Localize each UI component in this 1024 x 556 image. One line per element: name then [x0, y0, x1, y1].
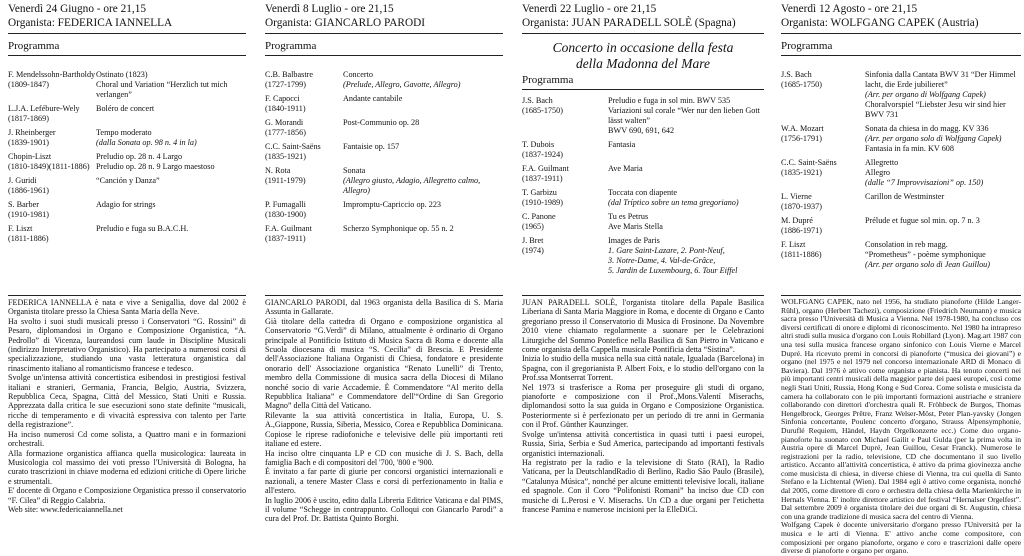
piece [608, 164, 764, 184]
piece [96, 70, 246, 100]
piece-line: Preludio e fuga su B.A.C.H. [96, 224, 189, 233]
composer [522, 140, 608, 160]
composer-dates: (1910-1989) [522, 198, 563, 207]
composer-dates: (1911-1979) [265, 176, 306, 185]
piece-line: “Canción y Danza” [96, 176, 160, 185]
program-entry [8, 224, 246, 244]
piece-line: Sonata da chiesa in do magg. KV 336 [865, 124, 989, 133]
composer-name: F. Capocci [265, 94, 300, 103]
composer-name: S. Barber [8, 200, 39, 209]
program-entry [522, 188, 764, 208]
bio-paragraph: Web site: www.federicaiannella.net [8, 504, 123, 514]
organist-name: Organista: WOLFGANG CAPEK (Austria) [781, 17, 979, 29]
piece-line: “Prometheus” - poème symphonique [865, 250, 986, 259]
piece-line: Tempo moderato [96, 128, 152, 137]
bio-paragraph: Ha svolto i suoi studi musicali presso i Conservatori “G. Rossini” di Pesaro, diplomandosi in Organo e Composizione Organistica, “A. Pedrollo” di Vicenza, laureandosi cum laude in Discipline Musicali (indirizzo Interpretativo Organistico). Ha partecipato a numerosi corsi di specializzazione, studiando una vasta letteratura organistica dal rinascimento italiano al romanticismo francese e tedesco. [8, 316, 246, 373]
composer [8, 70, 96, 100]
piece [96, 128, 246, 148]
piece-line: Post-Communio op. 28 [343, 118, 420, 127]
composer [781, 158, 865, 188]
composer-dates: (1811-1886) [781, 250, 822, 259]
concert-date: Venerdì 24 Giugno - ore 21,15 [8, 3, 147, 15]
composer-name: Chopin-Liszt [8, 152, 52, 161]
bio-paragraph: WOLFGANG CAPEK, nato nel 1956, ha studiato pianoforte (Hilde Langer-Rühl), organo (Herbert Tachezi), composizione (Friedrich Neumann) e musica sacra presso l'Università di Musica a Vienna. Nel 1978-1980, ha concluso cos diversi certificati di onore e diplomi di riconoscimento. Nel 1980 ha intrapreso altri studi sulla musica d'organo con Louis Robillard (Lyon). Mag.art 1987 con una tesi sulla musica francese organo sinfonico con Louis Vierne e Marcel Dupré. Ha ricevuto premi in concorsi di pianoforte (“musica dei giovani”) e organo (nel 1975 e nel 1979 nel concorso internazionale ARD di Monaco di Baviera). Dal 1976 è attivo come organista e pianista. Ha tenuto concerti nei più importanti centri musicali della maggior parte dei paesi europei, così come negli Stati Uniti, Russia, Hong Kong e Sud Corea. Come solista e musicista da camera ha collaborato con le più importanti formazioni austriache e straniere collaborando con direttori d'orchestra quali R. Fröhbeck de Burgos, Thomas Hengelbrock, Georges Prêtre, Franz Welser-Möst, Peter Plan-yavsky (Jongen Sinfonia concertante, Poulenc concerto d'organo, Strauss Alpensymphonie, Duruflé Requiem, Händel, Haydn Orgelkonzerte ecc.) Come duo organo-pianoforte ha suonato con Michael Gailit e Paul Gulda (per la prima volta in Austria opere di Marcel Dupré, Jean Guillou, Cesar Franck). Numerose le registrazioni per la radio, televisione, CD che documentano il suo livello artistico. Accanto all'attività concertistica, è attivo da prima giovinezza anche come musicista di chiesa, in diverse chiese di Vienna, tra cui quella di Santo Stefano e la Lichtental (Wien). Dal 1984 egli è attivo come organista, nonché dal 2005, come direttore di coro e orchestra della chiesa della Marienkirche in Hernals Vienna. E' inoltre direttore artistico del festival “Hernalser Orgelfest”. Dal settembre 2009 è organista titolare dei due organi di St. Augustin, chiesa con una grande tradizione di musica sacra del centro di Vienna. [781, 297, 1021, 521]
program-entry [522, 236, 764, 276]
composer [8, 104, 96, 124]
composer-name: L.J.A. Lefébure-Wely [8, 104, 80, 113]
composer-name: W.A. Mozart [781, 124, 824, 133]
piece-line: (Arr. per organo solo di Jean Guillou) [865, 260, 991, 269]
composer [522, 164, 608, 184]
programma-heading: Programma [8, 40, 60, 52]
composer-name: P. Fumagalli [265, 200, 306, 209]
program-entry [8, 70, 246, 100]
piece-line: Concerto [343, 70, 374, 79]
piece-line: Boléro de concert [96, 104, 155, 113]
divider [8, 55, 246, 56]
composer-name: F.A. Guilmant [522, 164, 569, 173]
composer-name: J. Bret [522, 236, 544, 245]
biography [8, 295, 246, 514]
composer-name: T. Dubois [522, 140, 555, 149]
composer [8, 128, 96, 148]
program-entry [781, 158, 1021, 188]
piece [865, 158, 1021, 188]
composer [781, 192, 865, 212]
concert-date: Venerdì 8 Luglio - ore 21,15 [265, 3, 394, 15]
composer-dates: (1974) [522, 246, 544, 255]
piece [96, 104, 246, 124]
column-header [522, 0, 764, 34]
piece-line: Choralvorspiel “Liebster Jesu wir sind hier BWV 731 [865, 100, 1006, 119]
composer [781, 70, 865, 120]
piece-line: Toccata con diapente [608, 188, 677, 197]
program-entry [522, 212, 764, 232]
composer-name: M. Dupré [781, 216, 813, 225]
piece [96, 152, 246, 172]
composer-dates: (1756-1791) [781, 134, 822, 143]
piece-line: Consolation in reb magg. [865, 240, 948, 249]
piece-line: (Arr. per organo solo di Wolfgang Capek) [865, 134, 1002, 143]
bio-paragraph: GIANCARLO PARODI, dal 1963 organista della Basilica di S. Maria Assunta in Gallarate. [265, 298, 503, 317]
program-entry [265, 224, 503, 244]
bio-paragraph: Ha registrato per la radio e la televisione di Stato (RAI), la Radio Vaticana, per la DeutschlandRadio di Berlino, Radio São Paulo (Brasile), “Catalunya Música”, nonché per alcune emittenti televisive locali, italiane ed spagnole. Con il Coro “Polifonisti Romani” ha inciso due CD con musiche di L.Perosi e V. Miserachs. Un CD a due organi per l'etichetta francese Pamina e numerose incisioni per la ElleDiCi. [522, 457, 764, 514]
divider [265, 55, 503, 56]
composer [265, 166, 343, 196]
concert-column-2 [265, 0, 503, 544]
piece-line: Impromptu-Capriccio op. 223 [343, 200, 442, 209]
program-entry [781, 124, 1021, 154]
biography [781, 295, 1021, 556]
piece [96, 200, 246, 220]
bio-paragraph: Svolge un'intensa attività concertistica in quasi tutti i paesi europei, Russia, Siria, Serbia e Sud America, partecipando ad importanti festivals organistici internazionali. [522, 429, 764, 458]
bio-paragraph: Già titolare della cattedra di Organo e composizione organistica al Conservatorio “G.Verdi” di Milano, attualmente è ordinario di Organo principale al Pontificio Istituto di Musica Sacra di Roma e docente alla Scuola diocesana di musica “S. Cecilia” di Brescia. E Presidente dell'Associazione Italiana Organisti di Chiesa, fondatore e presidente onorario dell' Associazione organistica “Renato Lunelli” di Trento, membro della Commissione di musica sacra della Diocesi di Milano nonché socio di varie Accademie. È Commendatore “Al merito della Repubblica Italiana” e Commendatore dell'“Ordine di San Gregorio Magno” della Città del Vaticano. [265, 316, 503, 411]
piece-line: Fantasia in fa min. KV 608 [865, 144, 954, 153]
program-entry [265, 142, 503, 162]
composer [265, 200, 343, 220]
piece-line: Images de Paris [608, 236, 660, 245]
concert-title-line: della Madonna del Mare [575, 56, 711, 71]
composer-name: L. Vierne [781, 192, 812, 201]
composer [265, 118, 343, 138]
program-entry [265, 94, 503, 114]
piece-line: Tu es Petrus [608, 212, 649, 221]
composer-dates: (1777-1856) [265, 128, 306, 137]
programma-heading: Programma [265, 40, 317, 52]
program-list [265, 70, 503, 248]
bio-paragraph: Ha inciso oltre cinquanta LP e CD con musiche di J. S. Bach, della famiglia Bach e di compositori del '700, '800 e '900. [265, 448, 503, 467]
divider [522, 89, 764, 90]
bio-paragraph: In luglio 2006 è uscito, edito dalla Libreria Editrice Vaticana e dal PIMS, il volume “Schegge in contrappunto. Colloqui con Giancarlo Parodi” a cura del Prof. Dr. Battista Quinto Borghi. [265, 495, 503, 524]
piece-line: Ostinato (1823) [96, 70, 148, 79]
program-entry [265, 118, 503, 138]
biography [265, 295, 503, 524]
composer [522, 188, 608, 208]
composer-name: F. Liszt [8, 224, 33, 233]
composer-dates: (1811-1886) [8, 234, 49, 243]
piece-line: Sonata [343, 166, 366, 175]
concert-column-3 [522, 0, 764, 544]
composer-name: T. Garbizu [522, 188, 557, 197]
concert-date: Venerdì 22 Luglio - ore 21,15 [522, 3, 657, 15]
composer-dates: (1830-1900) [265, 210, 306, 219]
piece [343, 166, 503, 196]
composer [8, 152, 96, 172]
program-entry [8, 200, 246, 220]
bio-paragraph: Wolfgang Capek è docente universitario d'organo presso l'Università per la musica e le arti di Vienna. E' attivo anche come compositore, con composizioni per organo pianoforte, organo e coro e trascrizioni dalle opere diverse di pianoforte e organo per organo. [781, 520, 1021, 556]
composer [781, 216, 865, 236]
program-entry [265, 166, 503, 196]
composer-dates: (1809-1847) [8, 80, 49, 89]
composer-dates: (1810-1849)(1811-1886) [8, 162, 90, 171]
composer [8, 224, 96, 244]
composer-dates: (1817-1869) [8, 114, 49, 123]
composer-name: G. Morandi [265, 118, 304, 127]
composer-name: C.C. Saint-Saëns [781, 158, 837, 167]
program-entry [781, 70, 1021, 120]
composer [522, 96, 608, 136]
composer [265, 224, 343, 244]
bio-paragraph: FEDERICA IANNELLA è nata e vive a Senigallia, dove dal 2002 è Organista titolare presso la Chiesa Santa Maria della Neve. [8, 298, 246, 317]
piece-line: (dalle “7 Improvvisazioni” op. 150) [865, 178, 984, 187]
composer [781, 240, 865, 270]
piece-line: (dalla Sonata op. 98 n. 4 in la) [96, 138, 197, 147]
column-header [265, 0, 503, 34]
piece-line: (Prelude, Allegro, Gavotte, Allegro) [343, 80, 461, 89]
piece-line: Ave Maria [608, 164, 643, 173]
composer [8, 176, 96, 196]
program-entry [781, 216, 1021, 236]
programma-heading: Programma [522, 74, 574, 86]
concert-column-1 [8, 0, 246, 544]
composer-dates: (1685-1750) [781, 80, 822, 89]
piece-line: Variazioni sul corale “Wer nur den lieben Gott lässt walten” [608, 106, 760, 125]
piece [96, 224, 246, 244]
piece [608, 96, 764, 136]
bio-paragraph: È invitato a far parte di giurie per concorsi organistici internazionali e nazionali, a tenere Master Class e corsi di perfezionamento in Italia e all'estero. [265, 467, 503, 496]
program-list [522, 96, 764, 280]
composer-dates: (1910-1981) [8, 210, 49, 219]
piece-line: Adagio for strings [96, 200, 156, 209]
composer-dates: (1886-1971) [781, 226, 822, 235]
composer [265, 142, 343, 162]
bio-paragraph: E' docente di Organo e Composizione Organistica presso il conservatorio “F. Cilea” di Reggio Calabria. [8, 486, 246, 505]
divider [781, 55, 1021, 56]
piece-line: Allegro [865, 168, 891, 177]
piece-line: Prélude et fugue sol min. op. 7 n. 3 [865, 216, 980, 225]
program-entry [8, 176, 246, 196]
composer-name: N. Rota [265, 166, 291, 175]
composer-dates: (1839-1901) [8, 138, 49, 147]
composer [522, 236, 608, 276]
piece-line: 5. Jardin de Luxembourg, 6. Tour Eiffel [608, 266, 738, 275]
piece-line: 3. Notre-Dame, 4. Val-de-Grâce, [608, 256, 716, 265]
piece-line: 1. Gare Saint-Lazare, 2. Pont-Neuf, [608, 246, 725, 255]
program-entry [522, 164, 764, 184]
programma-heading: Programma [781, 40, 833, 52]
bio-paragraph: Alla formazione organistica affianca quella musicologica: laureata in Musicologia col massimo dei voti presso l'Università di Bologna, ha curato trascrizioni in chiave moderna ed edizioni critiche di Opere liriche e strumentali. [8, 448, 246, 486]
program-list [781, 70, 1021, 274]
piece-line: Andante cantabile [343, 94, 403, 103]
composer-name: J. Rheinberger [8, 128, 56, 137]
organist-name: Organista: GIANCARLO PARODI [265, 17, 426, 29]
bio-paragraph: Nel 1973 si trasferisce a Roma per proseguire gli studi di organo, pianoforte e composizione con il Prof.,Mons.Valentí Miserachs, diplomandosi sotto la sua guida in Organo e Composizione Organistica. Posteriormente si è perfezionato per un periodo di tre anni in Germania con il Prof. Günther Kaunzinger. [522, 382, 764, 430]
composer-name: J. Guridi [8, 176, 37, 185]
piece-line: Preludio op. 28 n. 9 Largo maestoso [96, 162, 215, 171]
piece-line: BWV 690, 691, 642 [608, 126, 675, 135]
composer [8, 200, 96, 220]
piece [865, 192, 1021, 212]
program-entry [781, 240, 1021, 270]
piece [608, 140, 764, 160]
column-header [781, 0, 1021, 34]
composer [781, 124, 865, 154]
piece-line: (dal Tríptico sobre un tema gregoriano) [608, 198, 739, 207]
program-entry [522, 140, 764, 160]
piece-line: (Allegro giusto, Adagio, Allegretto calmo, Allegro) [343, 176, 481, 195]
organist-name: Organista: JUAN PARADELL SOLÈ (Spagna) [522, 17, 736, 29]
program-entry [8, 104, 246, 124]
concert-title [522, 40, 764, 72]
composer-dates: (1886-1961) [8, 186, 49, 195]
piece-line: Choral und Variation “Herzlich tut mich verlangen” [96, 80, 228, 99]
composer-dates: (1837-1924) [522, 150, 563, 159]
piece [865, 124, 1021, 154]
program-entry [781, 192, 1021, 212]
piece-line: Allegretto [865, 158, 899, 167]
composer [265, 94, 343, 114]
composer-name: C.C. Saint-Saëns [265, 142, 321, 151]
composer-dates: (1835-1921) [781, 168, 822, 177]
program-list [8, 70, 246, 248]
composer-dates: (1870-1937) [781, 202, 822, 211]
composer [522, 212, 608, 232]
composer-name: J.S. Bach [781, 70, 812, 79]
composer-dates: (1727-1799) [265, 80, 306, 89]
piece [608, 236, 764, 276]
column-header [8, 0, 246, 34]
program-entry [522, 96, 764, 136]
organist-name: Organista: FEDERICA IANNELLA [8, 17, 173, 29]
composer-dates: (1965) [522, 222, 544, 231]
piece [865, 216, 1021, 236]
composer-dates: (1840-1911) [265, 104, 306, 113]
program-entry [8, 152, 246, 172]
piece-line: Fantasia [608, 140, 636, 149]
piece [343, 224, 503, 244]
program-entry [265, 200, 503, 220]
composer-name: F. Liszt [781, 240, 806, 249]
piece [96, 176, 246, 196]
composer-dates: (1685-1750) [522, 106, 563, 115]
program-entry [8, 128, 246, 148]
composer [265, 70, 343, 90]
piece-line: Ave Maris Stella [608, 222, 663, 231]
piece [865, 70, 1021, 120]
piece-line: Preludio e fuga in sol min. BWV 535 [608, 96, 731, 105]
piece-line: Carillon de Westminster [865, 192, 945, 201]
piece-line: Scherzo Symphonique op. 55 n. 2 [343, 224, 454, 233]
composer-name: F.A. Guilmant [265, 224, 312, 233]
composer-name: C. Panone [522, 212, 556, 221]
bio-paragraph: Inizia lo studio della musica nella sua città natale, Igualada (Barcelona) in Spagna, con il gregorianista P. Albert Foix, e lo studio dell'organo con la Prof.ssa Montserrat Torrent. [522, 354, 764, 383]
bio-paragraph: Svolge un'intensa attività concertistica esibendosi in prestigiosi festival italiani e stranieri, Germania, Francia, Belgio, Austria, Svizzera, Repubblica Ceca, Spagna, Città del Messico, Stati Uniti e Russia. Apprezzata dalla critica le sue esecuzioni sono state definite “musicali, ricche di temperamento e di vivacità espressiva con talento per l'arte della registrazione”. [8, 373, 246, 430]
piece [608, 188, 764, 208]
piece [608, 212, 764, 232]
bio-paragraph: JUAN PARADELL SOLÈ, l'organista titolare della Papale Basilica Liberiana di Santa Maria Maggiore in Roma, e docente di Organo e Canto gregoriano presso il Conservatorio di Musica di Frosinone. Da Novembre 2010 viene chiamato regolarmente a suonare per le Celebrazioni Liturgiche del Sommo Pontefice nella Basilica di San Pietro in Vaticano e come organista della Cappella musicale Pontificia detta “Sistina”. [522, 298, 764, 355]
piece-line: (Arr. per organo di Wolfgang Capek) [865, 90, 986, 99]
composer-dates: (1837-1911) [265, 234, 306, 243]
composer-dates: (1835-1921) [265, 152, 306, 161]
piece [343, 118, 503, 138]
piece [343, 94, 503, 114]
piece [343, 142, 503, 162]
composer-name: C.B. Balbastre [265, 70, 313, 79]
concert-title-line: Concerto in occasione della festa [552, 40, 734, 55]
composer-dates: (1837-1911) [522, 174, 563, 183]
piece-line: Fantaisie op. 157 [343, 142, 400, 151]
composer-name: J.S. Bach [522, 96, 553, 105]
piece [343, 200, 503, 220]
concert-date: Venerdì 12 Agosto - ore 21,15 [781, 3, 918, 15]
bio-paragraph: Rilevante la sua attività concertistica in Italia, Europa, U. S. A.,Giappone, Russia, Siberia, Messico, Corea e Repubblica Dominicana. Copiose le riprese radiofoniche e televisive delle più importanti reti italiane ed estere. [265, 410, 503, 449]
piece-line: Preludio op. 28 n. 4 Largo [96, 152, 183, 161]
piece-line: Sinfonia dalla Cantata BWV 31 “Der Himmel lacht, die Erde jubilieret” [865, 70, 1016, 89]
bio-paragraph: Ha inciso numerosi Cd come solista, a Quattro mani e in formazioni orchestrali. [8, 429, 246, 449]
piece [865, 240, 1021, 270]
program-entry [265, 70, 503, 90]
concert-column-4 [781, 0, 1021, 556]
piece [343, 70, 503, 90]
composer-name: F. Mendelssohn-Bartholdy [8, 70, 96, 79]
biography [522, 295, 764, 514]
